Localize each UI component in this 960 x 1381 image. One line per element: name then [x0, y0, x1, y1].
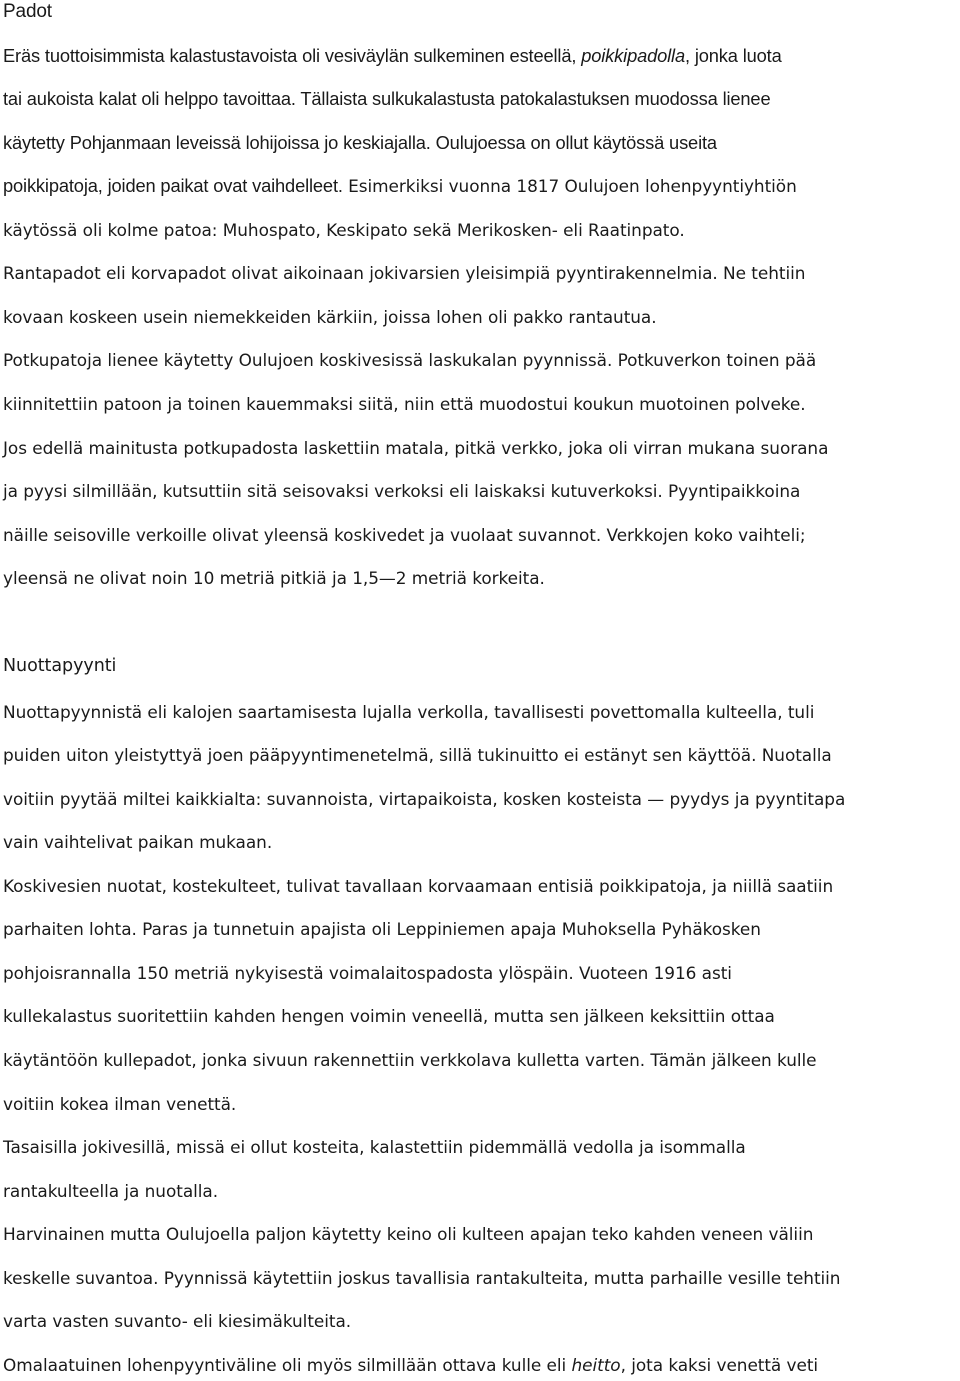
paragraph-line: kullekalastus suoritettiin kahden hengen voimin veneellä, mutta sen jälkeen keksittiin ottaa	[3, 1006, 775, 1026]
paragraph-line: voitiin kokea ilman venettä.	[3, 1094, 237, 1114]
paragraph-line: Harvinainen mutta Oulujoella paljon käytetty keino oli kulteen apajan teko kahden veneen väliin	[3, 1224, 814, 1244]
paragraph-line: käytetty Pohjanmaan leveissä lohijoissa jo keskiajalla. Oulujoessa on ollut käytössä useita	[3, 132, 717, 153]
paragraph-line: Jos edellä mainitusta potkupadosta laskettiin matala, pitkä verkko, joka oli virran mukana suorana	[3, 438, 829, 458]
paragraph-line: kiinnitettiin patoon ja toinen kauemmaksi siitä, niin että muodostui koukun muotoinen polveke.	[3, 394, 806, 414]
paragraph-line: pohjoisrannalla 150 metriä nykyisestä voimalaitospadosta ylöspäin. Vuoteen 1916 asti	[3, 963, 732, 983]
paragraph-line: keskelle suvantoa. Pyynnissä käytettiin joskus tavallisia rantakulteita, mutta parhaille vesille tehtiin	[3, 1268, 841, 1288]
text-run: Omalaatuinen lohenpyyntiväline oli myös silmillään ottava kulle eli	[3, 1355, 572, 1375]
paragraph-line: rantakulteella ja nuotalla.	[3, 1181, 219, 1201]
paragraph-line: kovaan koskeen usein niemekkeiden kärkiin, joissa lohen oli pakko rantautua.	[3, 307, 657, 327]
paragraph-line: ja pyysi silmillään, kutsuttiin sitä seisovaksi verkoksi eli laiskaksi kutuverkoksi. Pyyntipaikkoina	[3, 481, 801, 501]
text-run: Eräs tuottoisimmista kalastustavoista oli vesiväylän sulkeminen esteellä,	[3, 45, 582, 66]
paragraph-line: yleensä ne olivat noin 10 metriä pitkiä ja 1,5—2 metriä korkeita.	[3, 568, 545, 588]
paragraph-line	[3, 44, 782, 68]
text-run: Esimerkiksi vuonna 1817 Oulujoen lohenpyyntiyhtiön	[342, 176, 797, 196]
section-title-nuottapyynti: Nuottapyynti	[3, 656, 117, 676]
paragraph-line: varta vasten suvanto- eli kiesimäkulteita.	[3, 1311, 352, 1331]
paragraph-line: voitiin pyytää miltei kaikkialta: suvannoista, virtapaikoista, kosken kosteista — pyydys ja pyyntitapa	[3, 789, 846, 809]
paragraph-line: Tasaisilla jokivesillä, missä ei ollut kosteita, kalastettiin pidemmällä vedolla ja isommalla	[3, 1137, 746, 1157]
paragraph-line: käytössä oli kolme patoa: Muhospato, Keskipato sekä Merikosken- eli Raatinpato.	[3, 220, 685, 240]
italic-term: heitto	[571, 1355, 621, 1375]
paragraph-line	[3, 174, 797, 198]
paragraph-line: vain vaihtelivat paikan mukaan.	[3, 832, 273, 852]
section-title-padot: Padot	[3, 1, 52, 22]
paragraph-line: puiden uiton yleistyttyä joen pääpyyntimenetelmä, sillä tukinuitto ei estänyt sen käyttöä. Nuotalla	[3, 745, 832, 765]
paragraph-line: Rantapadot eli korvapadot olivat aikoinaan jokivarsien yleisimpiä pyyntirakennelmia. Ne tehtiin	[3, 263, 806, 283]
paragraph-line: Koskivesien nuotat, kostekulteet, tulivat tavallaan korvaamaan entisiä poikkipatoja, ja niillä saatiin	[3, 876, 834, 896]
paragraph-line: Potkupatoja lienee käytetty Oulujoen koskivesissä laskukalan pyynnissä. Potkuverkon toinen pää	[3, 350, 817, 370]
text-run: poikkipatoja, joiden paikat ovat vaihdelleet.	[3, 175, 343, 196]
paragraph-line: parhaiten lohta. Paras ja tunnetuin apajista oli Leppiniemen apaja Muhoksella Pyhäkosken	[3, 919, 761, 939]
paragraph-line: Nuottapyynnistä eli kalojen saartamisesta lujalla verkolla, tavallisesti povettomalla kulteella, tuli	[3, 702, 815, 722]
text-run: , jonka luota	[684, 45, 782, 66]
text-run: , jota kaksi venettä veti	[620, 1355, 819, 1375]
paragraph-line: tai aukoista kalat oli helppo tavoittaa. Tällaista sulkukalastusta patokalastuksen muodossa lienee	[3, 88, 771, 109]
paragraph-line: käytäntöön kullepadot, jonka sivuun rakennettiin verkkolava kulletta varten. Tämän jälkeen kulle	[3, 1050, 817, 1070]
paragraph-line	[3, 1353, 818, 1377]
paragraph-line: näille seisoville verkoille olivat yleensä koskivedet ja vuolaat suvannot. Verkkojen koko vaihteli;	[3, 525, 806, 545]
italic-term: poikkipadolla	[581, 45, 685, 66]
